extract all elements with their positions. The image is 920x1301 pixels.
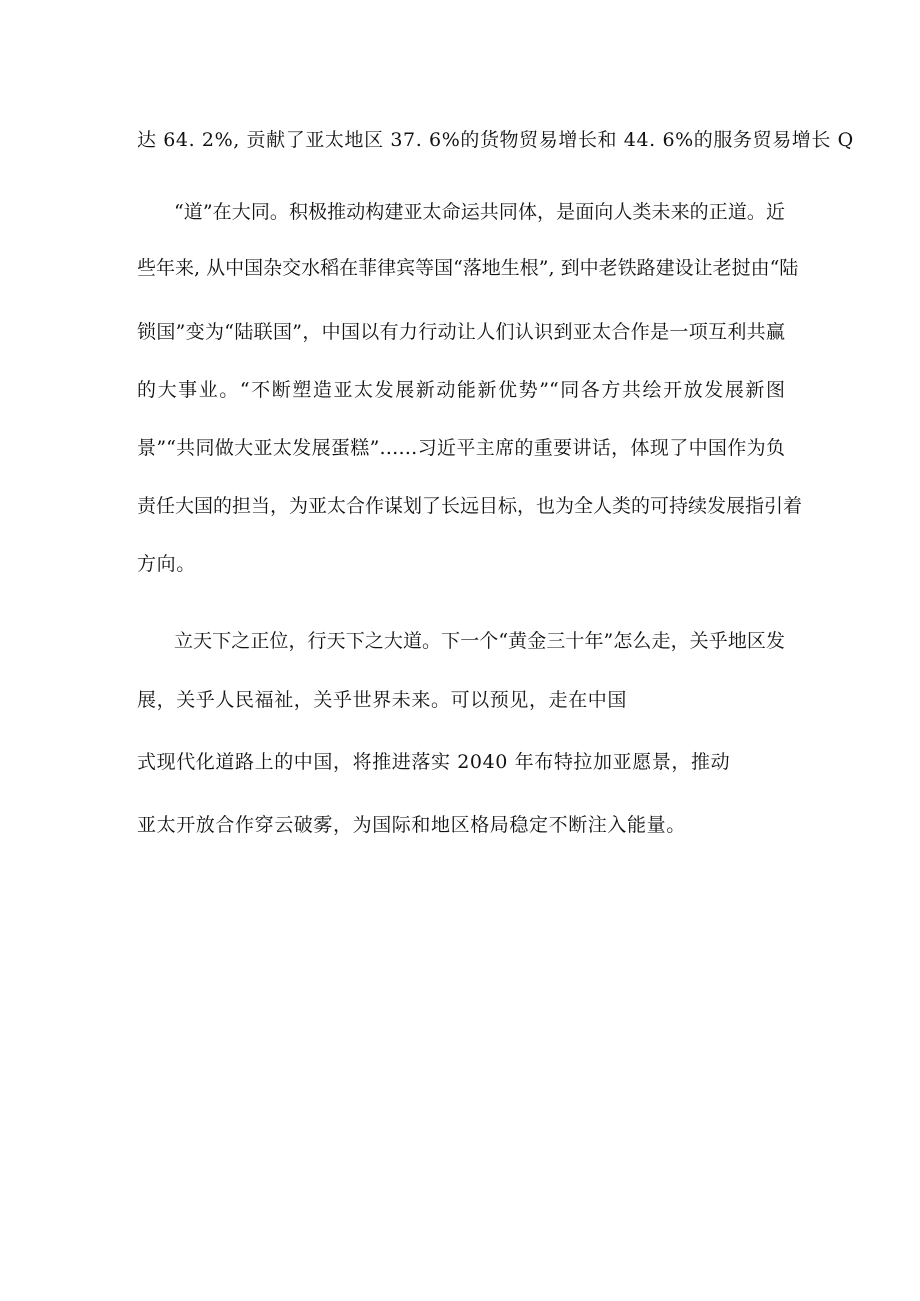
paragraph-1-line-1: 达 64. 2%, 贡献了亚太地区 37. 6%的货物贸易增长和 44. 6%的服务贸易增长 Q: [137, 129, 854, 151]
paragraph-3-line-2: 展，关乎人民福祉，关乎世界未来。可以预见，走在中国: [137, 689, 628, 711]
paragraph-3-line-1: 立天下之正位，行天下之大道。下一个“黄金三十年”怎么走，关乎地区发: [174, 630, 785, 652]
paragraph-3-line-4: 亚太开放合作穿云破雾，为国际和地区格局稳定不断注入能量。: [137, 814, 686, 836]
paragraph-3-line-3: 式现代化道路上的中国，将推进落实 2040 年布特拉加亚愿景，推动: [137, 751, 731, 773]
paragraph-2-line-7: 方向。: [137, 553, 196, 575]
paragraph-2-line-5: 景”“共同做大亚太发展蛋糕”……习近平主席的重要讲话，体现了中国作为负: [137, 437, 785, 459]
paragraph-2-line-6: 责任大国的担当，为亚太合作谋划了长远目标，也为全人类的可持续发展指引着: [137, 495, 803, 517]
paragraph-2-line-3: 锁国”变为“陆联国”，中国以有力行动让人们认识到亚太合作是一项互利共赢: [137, 321, 785, 343]
paragraph-2-line-4: 的大事业。“不断塑造亚太发展新动能新优势”“同各方共绘开放发展新图: [137, 379, 785, 401]
paragraph-2-line-2: 些年来, 从中国杂交水稻在菲律宾等国“落地生根”, 到中老铁路建设让老挝由“陆: [137, 257, 799, 279]
paragraph-2-line-1: “道”在大同。积极推动构建亚太命运共同体，是面向人类未来的正道。近: [174, 201, 785, 223]
